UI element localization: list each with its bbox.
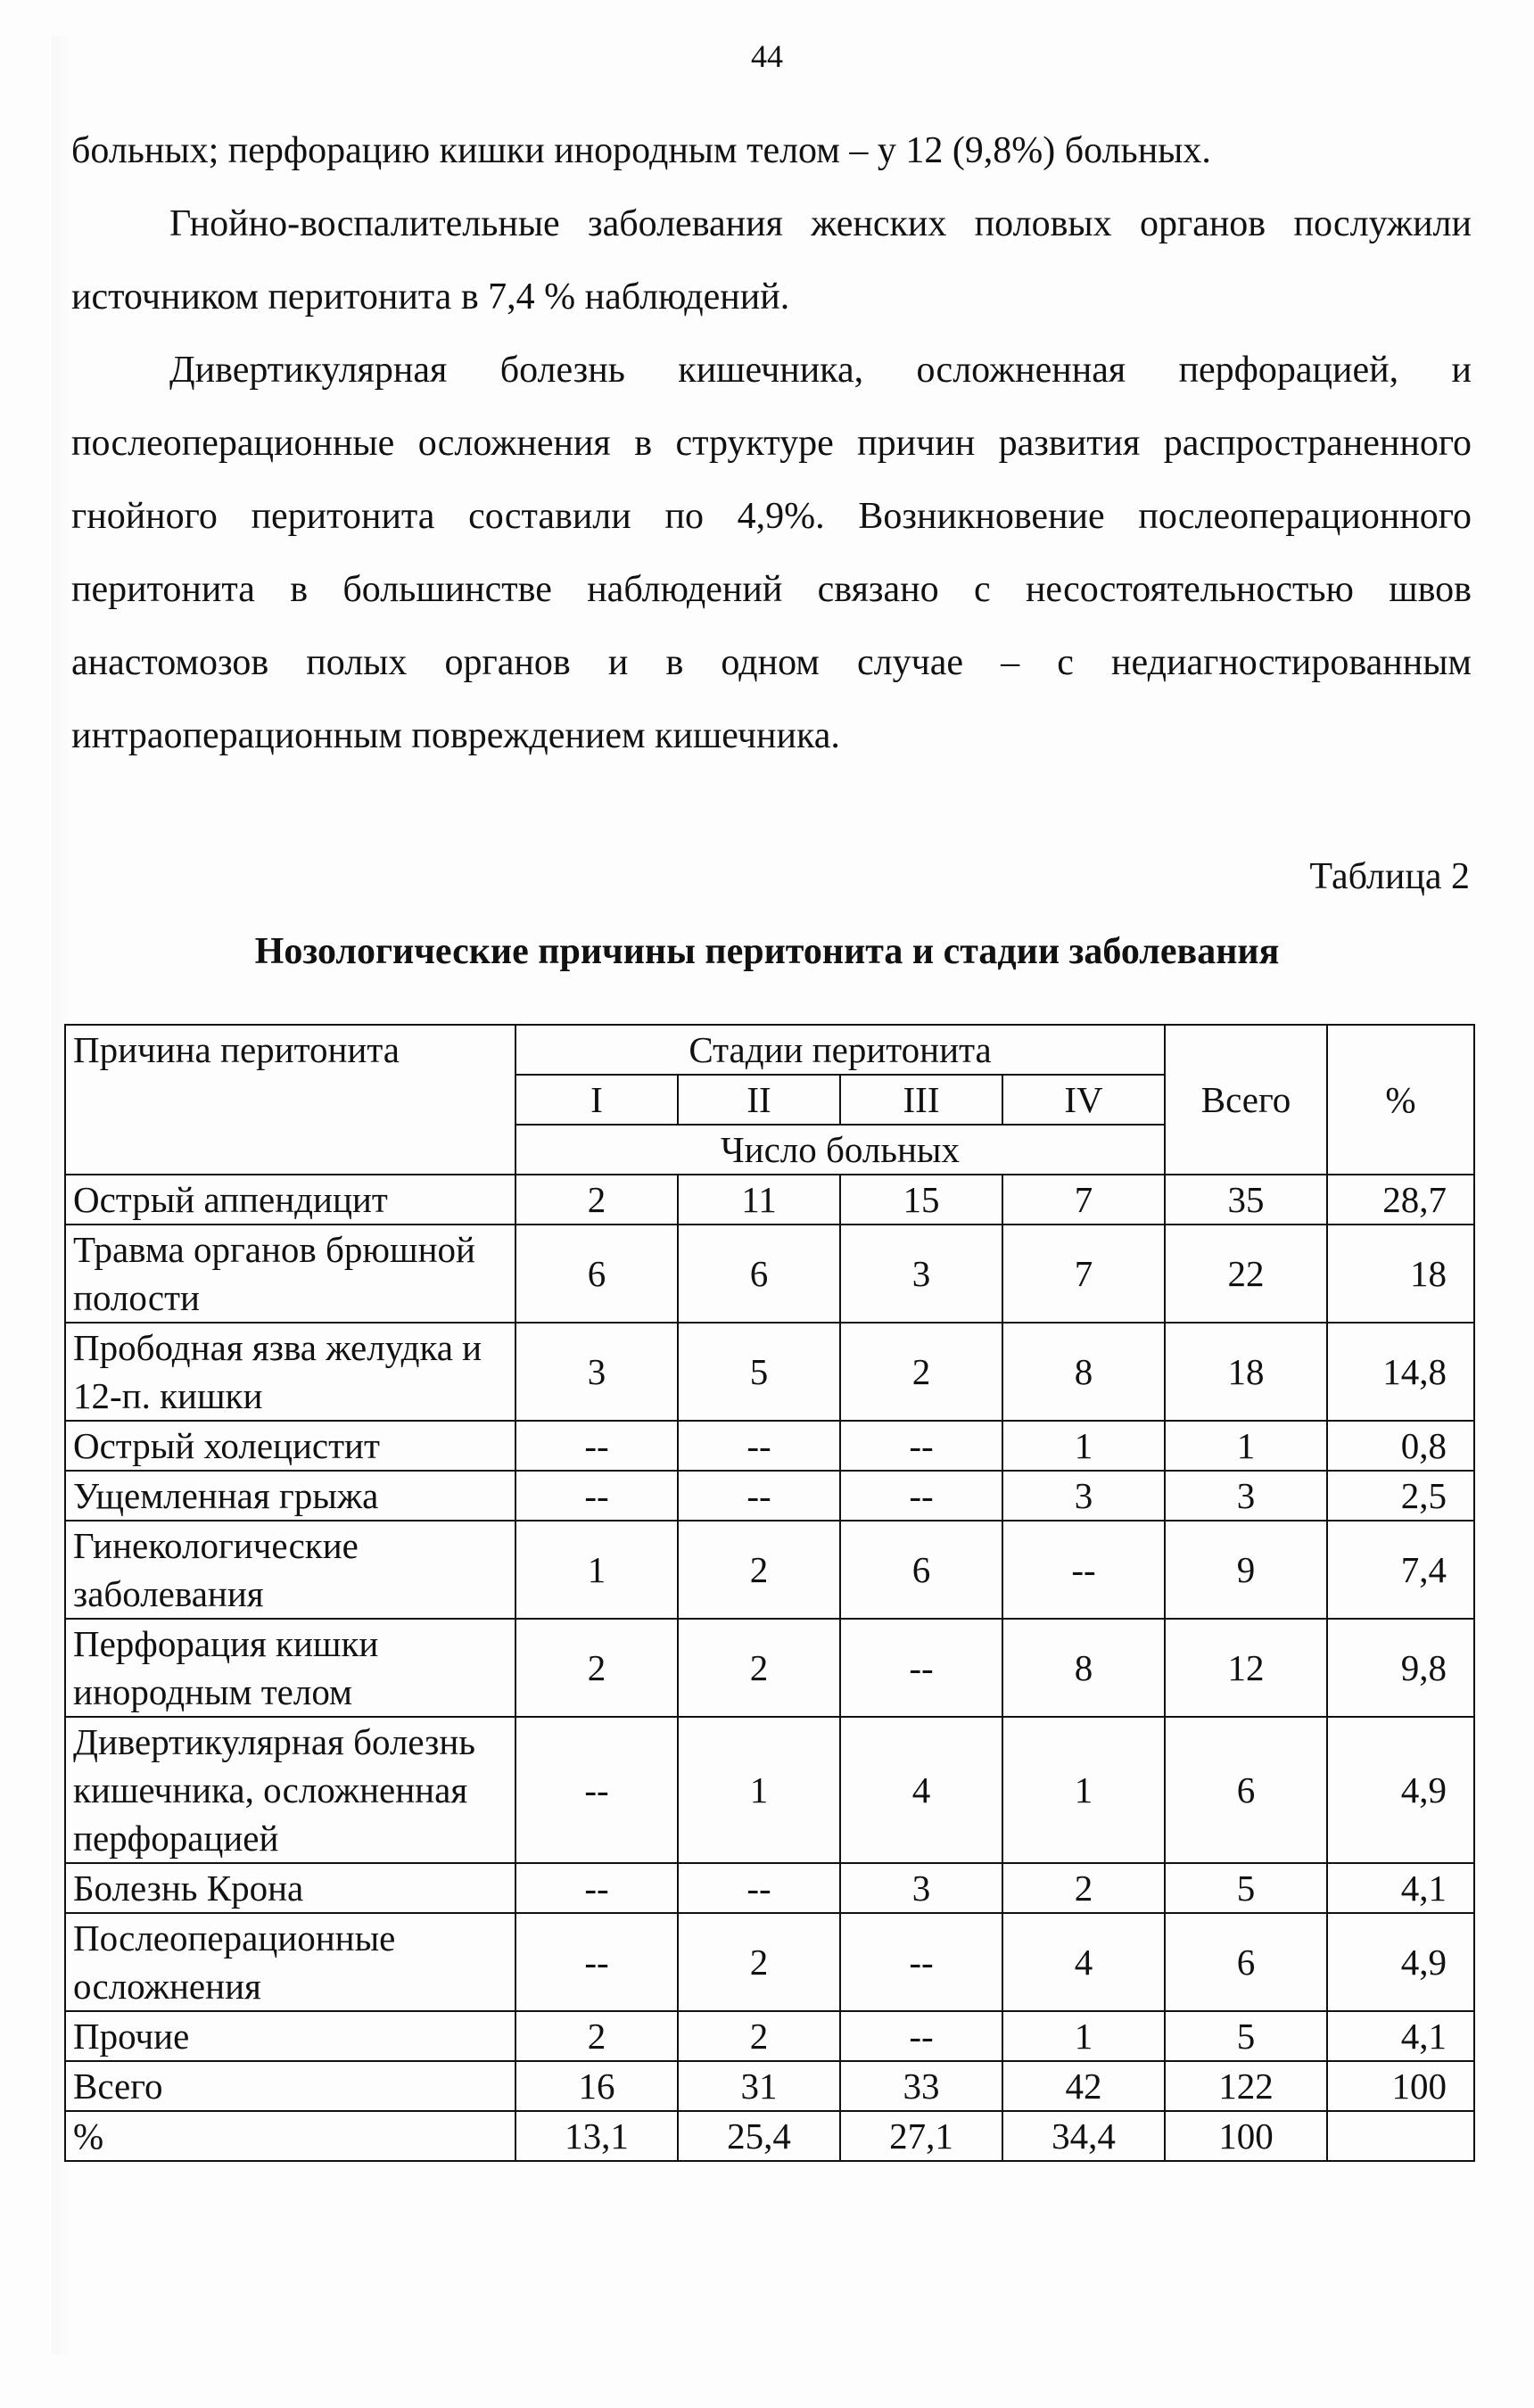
cell-percent: 28,7 xyxy=(1327,1175,1474,1225)
table-body xyxy=(65,1175,1474,2161)
cell-stage-iv: -- xyxy=(1002,1521,1165,1619)
table-header xyxy=(65,1025,1474,1175)
cell-stage-iii: 3 xyxy=(840,1863,1002,1913)
table-caption: Таблица 2 xyxy=(1309,856,1470,897)
cell-stage-ii: -- xyxy=(678,1421,840,1471)
cell-total: 9 xyxy=(1165,1521,1327,1619)
cell-cause: % xyxy=(65,2111,515,2161)
cell-percent: 18 xyxy=(1327,1225,1474,1323)
cell-stage-iii: 27,1 xyxy=(840,2111,1002,2161)
cell-stage-ii: 1 xyxy=(678,1717,840,1863)
cell-percent: 100 xyxy=(1327,2061,1474,2111)
cell-stage-iv: 34,4 xyxy=(1002,2111,1165,2161)
cell-stage-iv: 8 xyxy=(1002,1619,1165,1717)
header-stage-iv: IV xyxy=(1002,1075,1165,1125)
cell-stage-ii: 2 xyxy=(678,1619,840,1717)
header-stage-iii: III xyxy=(840,1075,1002,1125)
cell-cause: Травма органов брюшной полости xyxy=(65,1225,515,1323)
cell-stage-i: -- xyxy=(515,1863,678,1913)
cell-stage-iii: -- xyxy=(840,1471,1002,1521)
cell-total: 122 xyxy=(1165,2061,1327,2111)
cell-stage-iii: 2 xyxy=(840,1323,1002,1421)
cell-stage-ii: -- xyxy=(678,1471,840,1521)
header-stage-i: I xyxy=(515,1075,678,1125)
cell-cause: Всего xyxy=(65,2061,515,2111)
cell-stage-iv: 1 xyxy=(1002,1421,1165,1471)
cell-stage-i: 2 xyxy=(515,2011,678,2061)
cell-cause: Перфорация кишки инородным телом xyxy=(65,1619,515,1717)
cell-total: 100 xyxy=(1165,2111,1327,2161)
table-row xyxy=(65,1323,1474,1421)
cell-percent: 4,9 xyxy=(1327,1913,1474,2011)
header-total: Всего xyxy=(1165,1025,1327,1175)
header-patients: Число больных xyxy=(515,1125,1165,1175)
table-row-total xyxy=(65,2061,1474,2111)
cell-total: 18 xyxy=(1165,1323,1327,1421)
paragraph: Дивертикулярная болезнь кишечника, осложненная перфорацией, и послеоперационные осложнения в структуре причин развития распространенного гнойного перитонита составили по 4,9%. Возникновение послеоперационного перитонита в большинстве наблюдений связано с несостоятельностью швов анастомозов полых органов и в одном случае – с недиагностированным интраоперационным повреждением кишечника. xyxy=(71,350,1472,756)
cell-total: 35 xyxy=(1165,1175,1327,1225)
header-stage-ii: II xyxy=(678,1075,840,1125)
cell-stage-i: 2 xyxy=(515,1619,678,1717)
cell-stage-ii: 25,4 xyxy=(678,2111,840,2161)
cell-stage-iv: 1 xyxy=(1002,1717,1165,1863)
header-cause: Причина перитонита xyxy=(65,1025,515,1175)
table-row xyxy=(65,1717,1474,1863)
table-row xyxy=(65,1175,1474,1225)
cell-stage-ii: 2 xyxy=(678,2011,840,2061)
cell-cause: Болезнь Крона xyxy=(65,1863,515,1913)
cell-stage-ii: 31 xyxy=(678,2061,840,2111)
table-row xyxy=(65,1225,1474,1323)
cell-total: 6 xyxy=(1165,1913,1327,2011)
cell-stage-iv: 4 xyxy=(1002,1913,1165,2011)
cell-percent: 14,8 xyxy=(1327,1323,1474,1421)
header-percent: % xyxy=(1327,1025,1474,1175)
cell-stage-iii: -- xyxy=(840,2011,1002,2061)
cell-percent: 4,1 xyxy=(1327,2011,1474,2061)
cell-stage-iv: 42 xyxy=(1002,2061,1165,2111)
cell-total: 12 xyxy=(1165,1619,1327,1717)
cell-stage-iii: 33 xyxy=(840,2061,1002,2111)
table-row xyxy=(65,1913,1474,2011)
cell-cause: Ущемленная грыжа xyxy=(65,1471,515,1521)
cell-stage-i: -- xyxy=(515,1471,678,1521)
table-row xyxy=(65,1863,1474,1913)
cell-cause: Прочие xyxy=(65,2011,515,2061)
cell-stage-iii: -- xyxy=(840,1421,1002,1471)
header-stages: Стадии перитонита xyxy=(515,1025,1165,1075)
cell-percent: 4,1 xyxy=(1327,1863,1474,1913)
cell-cause: Послеоперационные осложнения xyxy=(65,1913,515,2011)
table-row xyxy=(65,1619,1474,1717)
cell-stage-iii: -- xyxy=(840,1619,1002,1717)
cell-stage-ii: 2 xyxy=(678,1913,840,2011)
cell-stage-i: 3 xyxy=(515,1323,678,1421)
cell-stage-i: -- xyxy=(515,1717,678,1863)
cell-cause: Острый холецистит xyxy=(65,1421,515,1471)
cell-stage-iv: 7 xyxy=(1002,1175,1165,1225)
data-table xyxy=(64,1024,1475,2162)
table-row xyxy=(65,2011,1474,2061)
cell-stage-i: 6 xyxy=(515,1225,678,1323)
cell-total: 3 xyxy=(1165,1471,1327,1521)
cell-cause: Прободная язва желудка и 12-п. кишки xyxy=(65,1323,515,1421)
cell-percent xyxy=(1327,2111,1474,2161)
cell-total: 22 xyxy=(1165,1225,1327,1323)
table-row xyxy=(65,1421,1474,1471)
cell-total: 1 xyxy=(1165,1421,1327,1471)
cell-total: 5 xyxy=(1165,1863,1327,1913)
cell-percent: 7,4 xyxy=(1327,1521,1474,1619)
cell-stage-iv: 3 xyxy=(1002,1471,1165,1521)
cell-percent: 9,8 xyxy=(1327,1619,1474,1717)
cell-cause: Дивертикулярная болезнь кишечника, осложненная перфорацией xyxy=(65,1717,515,1863)
cell-stage-iv: 1 xyxy=(1002,2011,1165,2061)
page-number: 44 xyxy=(751,38,783,74)
cell-stage-ii: 2 xyxy=(678,1521,840,1619)
cell-stage-i: 16 xyxy=(515,2061,678,2111)
table-row xyxy=(65,1521,1474,1619)
table-row-percent xyxy=(65,2111,1474,2161)
cell-percent: 2,5 xyxy=(1327,1471,1474,1521)
cell-total: 5 xyxy=(1165,2011,1327,2061)
cell-stage-i: 1 xyxy=(515,1521,678,1619)
cell-stage-ii: 11 xyxy=(678,1175,840,1225)
cell-stage-iii: 3 xyxy=(840,1225,1002,1323)
cell-stage-ii: 5 xyxy=(678,1323,840,1421)
cell-stage-i: 2 xyxy=(515,1175,678,1225)
paragraph: Гнойно-воспалительные заболевания женских половых органов послужили источником перитонита в 7,4 % наблюдений. xyxy=(71,203,1472,317)
cell-total: 6 xyxy=(1165,1717,1327,1863)
cell-stage-iv: 7 xyxy=(1002,1225,1165,1323)
cell-stage-i: 13,1 xyxy=(515,2111,678,2161)
cell-stage-iii: 6 xyxy=(840,1521,1002,1619)
cell-percent: 0,8 xyxy=(1327,1421,1474,1471)
cell-cause: Острый аппендицит xyxy=(65,1175,515,1225)
cell-stage-i: -- xyxy=(515,1913,678,2011)
cell-percent: 4,9 xyxy=(1327,1717,1474,1863)
body-text xyxy=(71,114,1472,772)
table-title: Нозологические причины перитонита и стадии заболевания xyxy=(254,931,1280,972)
cell-stage-ii: -- xyxy=(678,1863,840,1913)
cell-stage-iv: 8 xyxy=(1002,1323,1165,1421)
cell-stage-i: -- xyxy=(515,1421,678,1471)
paragraph: больных; перфорацию кишки инородным телом – у 12 (9,8%) больных. xyxy=(71,130,1211,171)
cell-stage-iii: 4 xyxy=(840,1717,1002,1863)
cell-stage-iii: -- xyxy=(840,1913,1002,2011)
table-row xyxy=(65,1471,1474,1521)
cell-cause: Гинекологические заболевания xyxy=(65,1521,515,1619)
cell-stage-iv: 2 xyxy=(1002,1863,1165,1913)
cell-stage-ii: 6 xyxy=(678,1225,840,1323)
cell-stage-iii: 15 xyxy=(840,1175,1002,1225)
